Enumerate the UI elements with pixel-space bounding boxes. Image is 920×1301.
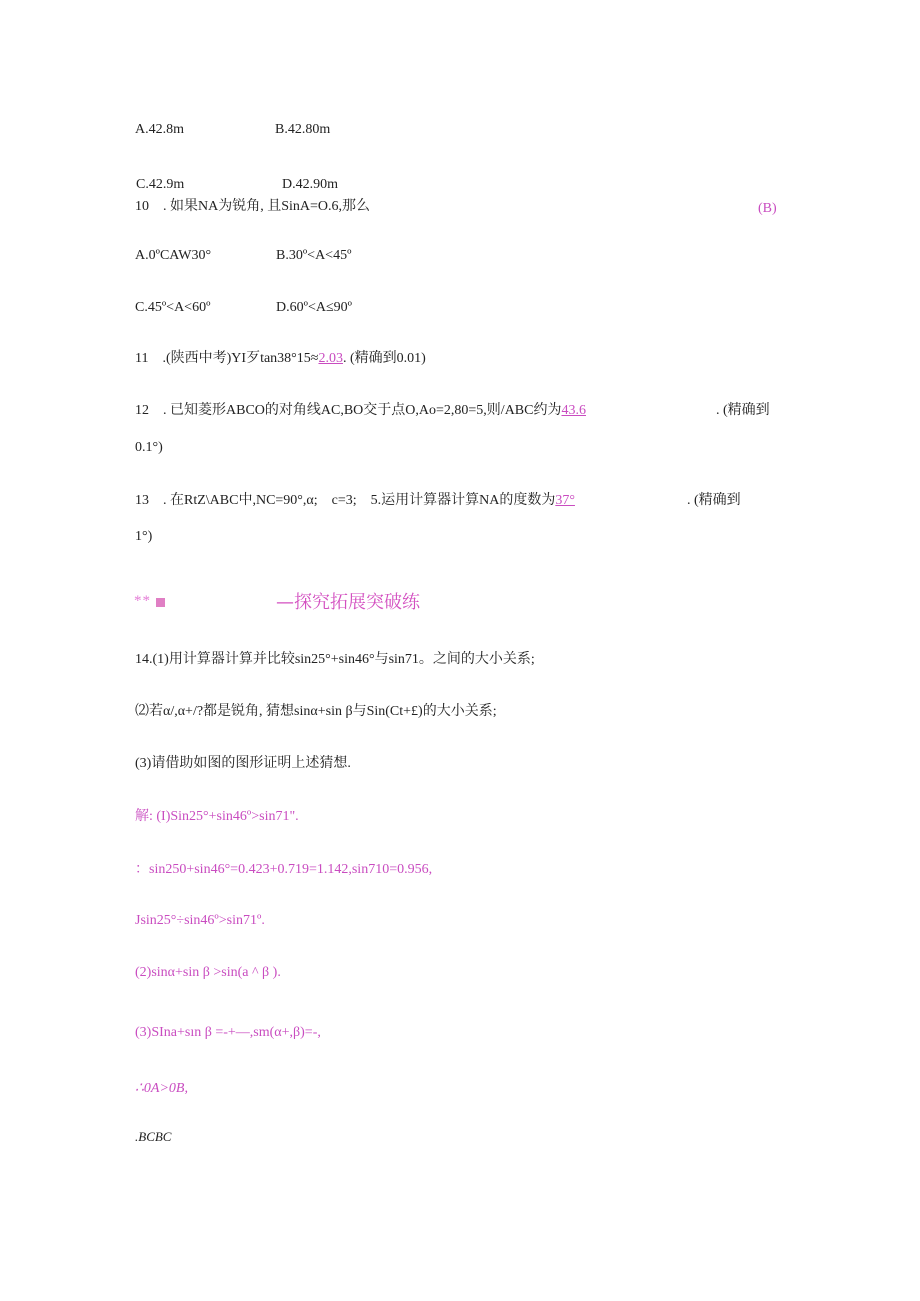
solution-line-2: ：sin250+sin46°=0.423+0.719=1.142,sin710=0.956, — [135, 862, 433, 877]
q11-prefix: 11 .(陕西中考)YI歹tan38°15≈ — [135, 351, 319, 366]
q12-suffix: . (精确到 — [716, 403, 770, 418]
q11-answer: 2.03 — [318, 351, 343, 366]
q10-text: 10 . 如果NA为锐角, 且SinA=O.6,那么 — [135, 199, 371, 214]
q12-answer: 43.6 — [561, 403, 586, 418]
q12-prefix: 12 . 已知菱形ABCO的对角线AC,BO交于点O,Ao=2,80=5,则/ABC约为 — [135, 403, 562, 418]
q13-answer: 37° — [555, 493, 575, 508]
q10-option-d: D.60º<A≤90º — [276, 300, 352, 315]
solution-line-3: Jsin25°÷sin46º>sin71º. — [135, 913, 265, 928]
solution-line-6: ∴0A>0B, — [135, 1081, 188, 1096]
solution-line-5: (3)SIna+sın β =-+—,sm(α+,β)=-, — [135, 1025, 321, 1040]
q13-suffix: . (精确到 — [687, 493, 741, 508]
q10-option-b: B.30º<A<45º — [276, 248, 352, 263]
q14-part2: ⑵若α/,α+/?都是锐角, 猜想sinα+sin β与Sin(Ct+£)的大小关系; — [135, 704, 497, 719]
section-header — [134, 591, 454, 615]
q13-prefix: 13 . 在RtZ\ABC中,NC=90°,α; c=3; 5.运用计算器计算NA的度数为 — [135, 493, 556, 508]
q12-continued: 0.1°) — [135, 440, 163, 455]
q11 — [135, 350, 426, 368]
q12 — [135, 402, 586, 420]
solution-line-1: 解: (I)Sin25°+sin46º>sin71". — [135, 809, 299, 824]
q9-option-d: D.42.90m — [282, 177, 338, 192]
q10-option-c: C.45º<A<60º — [135, 300, 211, 315]
q10-option-a: A.0ºCAW30° — [135, 248, 212, 263]
q13 — [135, 492, 575, 510]
q14-part3: (3)请借助如图的图形证明上述猜想. — [135, 756, 351, 771]
q11-suffix: . (精确到0.01) — [342, 351, 426, 366]
q9-option-b: B.42.80m — [275, 122, 331, 137]
q13-continued: 1°) — [135, 529, 153, 544]
solution-line-7: .BCBC — [135, 1129, 172, 1144]
q9-option-c: C.42.9m — [136, 177, 185, 192]
solution-line-4: (2)sinα+sin β >sin(a ^ β ). — [135, 965, 281, 980]
q14-part1: 14.(1)用计算器计算并比较sin25°+sin46°与sin71。之间的大小关系; — [135, 652, 535, 667]
section-title: —探究拓展突破练 — [276, 592, 420, 613]
q10-answer: (B) — [758, 201, 777, 216]
square-icon — [156, 598, 165, 607]
q9-option-a: A.42.8m — [135, 122, 184, 137]
star-marks: ** — [134, 593, 151, 609]
